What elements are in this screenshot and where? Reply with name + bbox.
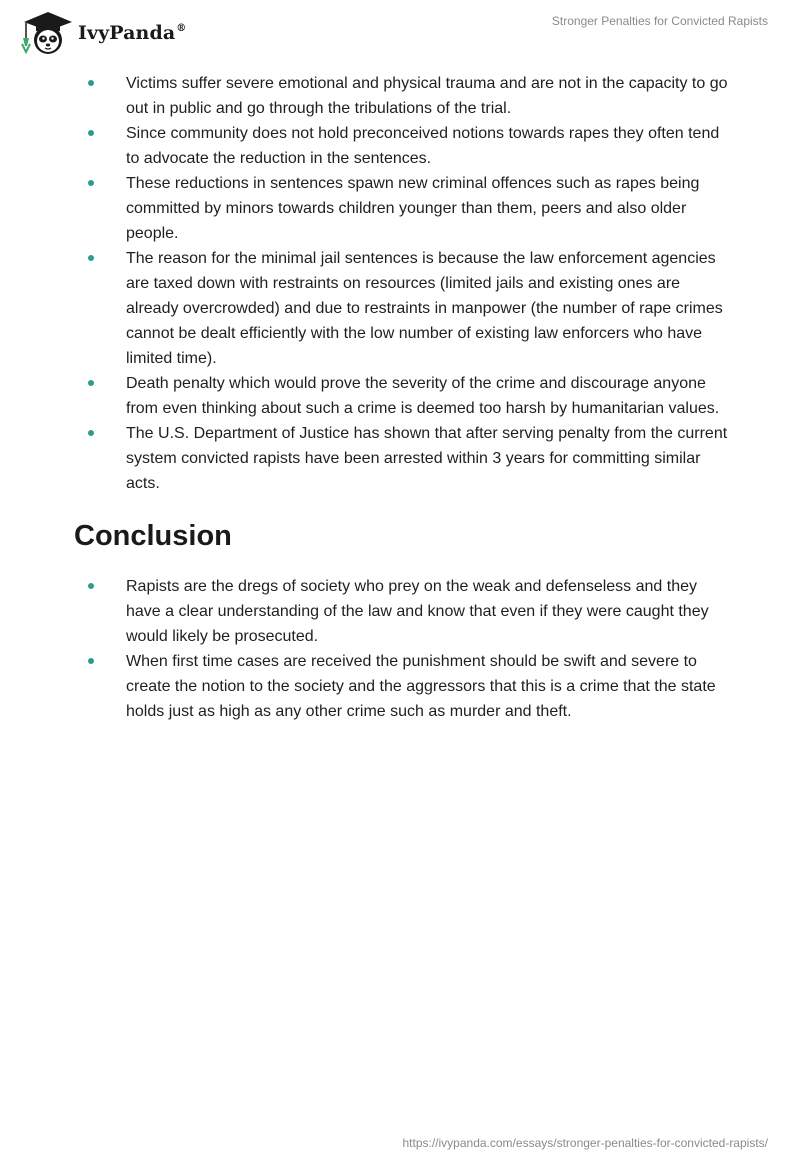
- registered-mark: ®: [176, 23, 187, 34]
- source-url[interactable]: https://ivypanda.com/essays/stronger-penalties-for-convicted-rapists/: [402, 1136, 768, 1150]
- logo-wordmark: [78, 22, 186, 44]
- list-item-text: The U.S. Department of Justice has shown that after serving penalty from the current system convicted rapists have been arrested within 3 years for committing similar acts.: [126, 425, 728, 492]
- bullet-icon: [88, 80, 94, 86]
- page-header: [0, 0, 800, 64]
- bullet-icon: [88, 255, 94, 261]
- list-item-text: Victims suffer severe emotional and physical trauma and are not in the capacity to go out in public and go through the tribulations of the trial.: [126, 75, 728, 117]
- bullet-icon: [88, 380, 94, 386]
- list-item: [74, 71, 734, 121]
- panda-logo-icon: [14, 8, 74, 56]
- bullet-icon: [88, 658, 94, 664]
- list-item-text: When first time cases are received the punishment should be swift and severe to create the notion to the society and the aggressors that this is a crime that the state holds just as high as any other crime such as murder and theft.: [126, 653, 716, 720]
- list-item-text: Death penalty which would prove the severity of the crime and discourage anyone from even thinking about such a crime is deemed too harsh by humanitarian values.: [126, 375, 720, 417]
- document-title: Stronger Penalties for Convicted Rapists: [551, 14, 768, 28]
- bullet-icon: [88, 180, 94, 186]
- essay-content: [74, 71, 734, 724]
- list-item: [74, 246, 734, 371]
- logo-name: IvyPanda: [78, 22, 176, 44]
- list-item: [74, 371, 734, 421]
- bullet-icon: [88, 130, 94, 136]
- list-item-text: Since community does not hold preconceived notions towards rapes they often tend to advocate the reduction in the sentences.: [126, 125, 720, 167]
- list-item: [74, 649, 734, 724]
- bullet-icon: [88, 583, 94, 589]
- list-item-text: The reason for the minimal jail sentences is because the law enforcement agencies are taxed down with restraints on resources (limited jails and existing ones are already overcrowded) and due to restraints in manpower (the number of rape crimes cannot be dealt efficiently with the low number of existing law enforcers who have limited time).: [126, 250, 723, 367]
- conclusion-section-header: [74, 518, 734, 554]
- list-item-text: Rapists are the dregs of society who prey on the weak and defenseless and they have a clear understanding of the law and know that even if they were caught they would likely be prosecuted.: [126, 578, 709, 645]
- list-item-text: These reductions in sentences spawn new criminal offences such as rapes being committed by minors towards children younger than them, peers and also older people.: [126, 175, 700, 242]
- list-item: [74, 574, 734, 649]
- section-heading: Conclusion: [74, 520, 232, 552]
- bullet-icon: [88, 430, 94, 436]
- list-item: [74, 121, 734, 171]
- bullet-list: [74, 71, 734, 496]
- list-item: [74, 171, 734, 246]
- conclusion-list: [74, 574, 734, 724]
- list-item: [74, 421, 734, 496]
- ivypanda-logo[interactable]: [14, 8, 186, 56]
